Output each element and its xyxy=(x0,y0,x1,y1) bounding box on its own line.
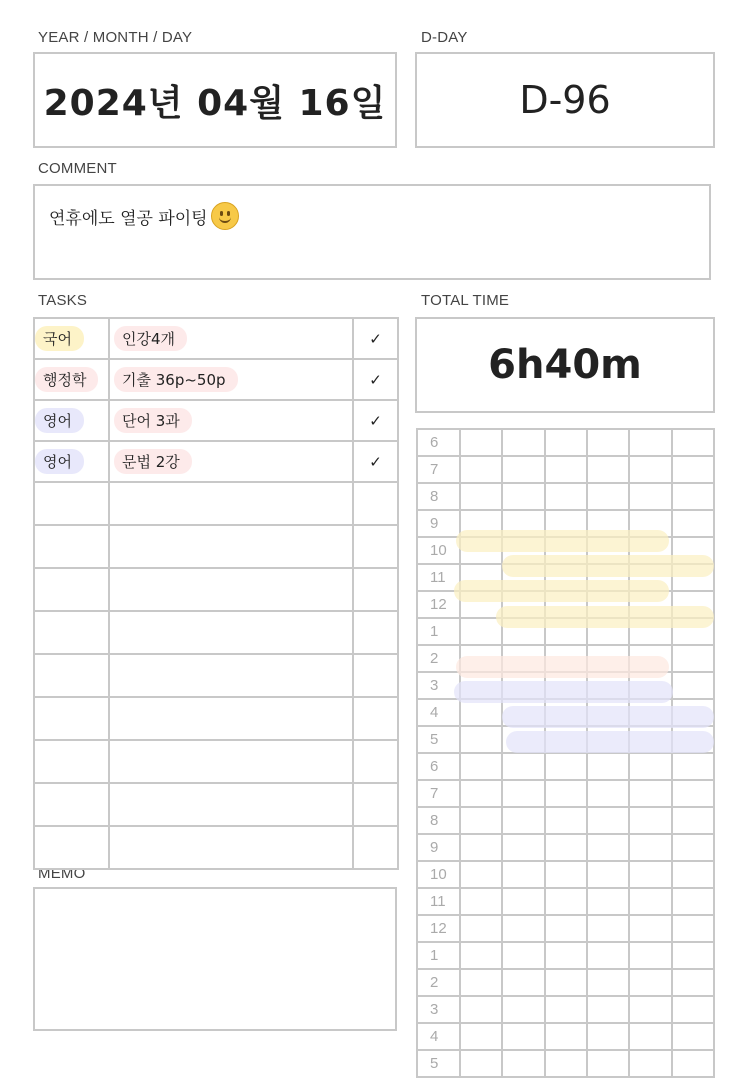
hour-label: 1 xyxy=(417,618,460,645)
hour-label: 9 xyxy=(417,834,460,861)
tasks-label: TASKS xyxy=(38,292,88,309)
memo-field[interactable] xyxy=(33,887,397,1031)
task-description-cell[interactable] xyxy=(109,697,353,740)
task-row[interactable] xyxy=(34,441,398,482)
task-subject-cell[interactable] xyxy=(34,826,109,869)
task-row-empty[interactable] xyxy=(34,482,398,525)
task-subject: 영어 xyxy=(35,408,84,433)
task-description-cell[interactable] xyxy=(109,400,353,441)
hour-label: 12 xyxy=(417,915,460,942)
time-cell[interactable] xyxy=(502,780,544,807)
timetable-row xyxy=(417,861,714,888)
time-cell[interactable] xyxy=(460,1050,502,1077)
time-cell[interactable] xyxy=(672,834,714,861)
time-cell[interactable] xyxy=(545,996,587,1023)
task-done-checkbox[interactable] xyxy=(353,318,398,359)
task-subject-cell[interactable] xyxy=(34,318,109,359)
time-cell[interactable] xyxy=(502,915,544,942)
time-cell[interactable] xyxy=(672,969,714,996)
time-cell[interactable] xyxy=(587,969,629,996)
hour-label: 2 xyxy=(417,645,460,672)
task-subject-cell[interactable] xyxy=(34,697,109,740)
hour-label: 7 xyxy=(417,456,460,483)
hour-label: 5 xyxy=(417,726,460,753)
task-done-checkbox[interactable] xyxy=(353,482,398,525)
check-icon: ✓ xyxy=(369,370,382,389)
task-subject-cell[interactable] xyxy=(34,482,109,525)
total-time-label: TOTAL TIME xyxy=(421,292,510,309)
time-cell[interactable] xyxy=(502,429,544,456)
date-field[interactable] xyxy=(33,52,397,148)
study-timetable xyxy=(416,428,715,1072)
time-cell[interactable] xyxy=(545,1023,587,1050)
time-cell[interactable] xyxy=(629,753,671,780)
time-cell[interactable] xyxy=(460,807,502,834)
hour-label: 1 xyxy=(417,942,460,969)
time-cell[interactable] xyxy=(502,1050,544,1077)
task-description-cell[interactable] xyxy=(109,826,353,869)
time-cell[interactable] xyxy=(629,780,671,807)
time-cell[interactable] xyxy=(629,861,671,888)
task-done-checkbox[interactable] xyxy=(353,697,398,740)
time-cell[interactable] xyxy=(587,429,629,456)
check-icon: ✓ xyxy=(369,411,382,430)
task-row-empty[interactable] xyxy=(34,783,398,826)
time-cell[interactable] xyxy=(460,456,502,483)
time-cell[interactable] xyxy=(460,969,502,996)
study-time-band xyxy=(496,606,714,628)
time-cell[interactable] xyxy=(460,618,502,645)
time-cell[interactable] xyxy=(502,807,544,834)
time-cell[interactable] xyxy=(629,807,671,834)
time-cell[interactable] xyxy=(502,942,544,969)
task-row-empty[interactable] xyxy=(34,654,398,697)
check-icon: ✓ xyxy=(369,452,382,471)
time-cell[interactable] xyxy=(629,834,671,861)
task-done-checkbox[interactable] xyxy=(353,400,398,441)
task-subject-cell[interactable] xyxy=(34,654,109,697)
time-cell[interactable] xyxy=(672,996,714,1023)
time-cell[interactable] xyxy=(587,915,629,942)
hour-label: 8 xyxy=(417,807,460,834)
time-cell[interactable] xyxy=(460,753,502,780)
hour-label: 10 xyxy=(417,537,460,564)
time-cell[interactable] xyxy=(460,1023,502,1050)
hour-label: 11 xyxy=(417,888,460,915)
time-cell[interactable] xyxy=(545,456,587,483)
time-cell[interactable] xyxy=(545,888,587,915)
time-cell[interactable] xyxy=(587,1050,629,1077)
time-cell[interactable] xyxy=(545,915,587,942)
time-cell[interactable] xyxy=(587,834,629,861)
task-done-checkbox[interactable] xyxy=(353,783,398,826)
task-subject: 행정학 xyxy=(35,367,98,392)
time-cell[interactable] xyxy=(672,510,714,537)
time-cell[interactable] xyxy=(460,834,502,861)
task-row[interactable] xyxy=(34,400,398,441)
task-description: 기출 36p~50p xyxy=(114,367,238,392)
task-subject-cell[interactable] xyxy=(34,611,109,654)
time-cell[interactable] xyxy=(545,834,587,861)
task-description: 문법 2강 xyxy=(114,449,192,474)
time-cell[interactable] xyxy=(672,456,714,483)
task-description-cell[interactable] xyxy=(109,482,353,525)
time-cell[interactable] xyxy=(629,915,671,942)
timetable-row xyxy=(417,456,714,483)
task-description-cell[interactable] xyxy=(109,568,353,611)
study-time-band xyxy=(456,656,669,678)
comment-field[interactable] xyxy=(33,184,711,280)
task-done-checkbox[interactable] xyxy=(353,826,398,869)
task-description-cell[interactable] xyxy=(109,611,353,654)
time-cell[interactable] xyxy=(629,1023,671,1050)
check-icon: ✓ xyxy=(369,329,382,348)
time-cell[interactable] xyxy=(629,429,671,456)
time-cell[interactable] xyxy=(545,969,587,996)
task-subject-cell[interactable] xyxy=(34,400,109,441)
time-cell[interactable] xyxy=(460,780,502,807)
task-subject-cell[interactable] xyxy=(34,359,109,400)
task-done-checkbox[interactable] xyxy=(353,740,398,783)
time-cell[interactable] xyxy=(545,753,587,780)
timetable-row xyxy=(417,429,714,456)
study-time-band xyxy=(456,530,669,552)
time-cell[interactable] xyxy=(460,429,502,456)
task-description-cell[interactable] xyxy=(109,654,353,697)
time-cell[interactable] xyxy=(587,942,629,969)
dday-field[interactable] xyxy=(415,52,715,148)
time-cell[interactable] xyxy=(545,780,587,807)
timetable-row xyxy=(417,996,714,1023)
time-cell[interactable] xyxy=(629,456,671,483)
time-cell[interactable] xyxy=(672,645,714,672)
time-cell[interactable] xyxy=(587,483,629,510)
time-cell[interactable] xyxy=(672,1050,714,1077)
task-description: 단어 3과 xyxy=(114,408,192,433)
comment-label: COMMENT xyxy=(38,160,117,177)
time-cell[interactable] xyxy=(460,483,502,510)
hour-label: 7 xyxy=(417,780,460,807)
timetable-row xyxy=(417,753,714,780)
dday-value: D-96 xyxy=(519,78,611,122)
time-cell[interactable] xyxy=(672,915,714,942)
timetable-row xyxy=(417,1023,714,1050)
task-done-checkbox[interactable] xyxy=(353,359,398,400)
task-row-empty[interactable] xyxy=(34,826,398,869)
task-done-checkbox[interactable] xyxy=(353,441,398,482)
time-cell[interactable] xyxy=(672,780,714,807)
timetable-row xyxy=(417,483,714,510)
time-cell[interactable] xyxy=(460,699,502,726)
study-time-band xyxy=(502,555,714,577)
time-cell[interactable] xyxy=(460,861,502,888)
time-cell[interactable] xyxy=(672,483,714,510)
task-row-empty[interactable] xyxy=(34,525,398,568)
task-row-empty[interactable] xyxy=(34,697,398,740)
time-cell[interactable] xyxy=(502,483,544,510)
time-cell[interactable] xyxy=(629,996,671,1023)
time-cell[interactable] xyxy=(502,753,544,780)
task-description-cell[interactable] xyxy=(109,441,353,482)
time-cell[interactable] xyxy=(587,456,629,483)
time-cell[interactable] xyxy=(629,1050,671,1077)
time-cell[interactable] xyxy=(545,861,587,888)
hour-label: 2 xyxy=(417,969,460,996)
date-label: YEAR / MONTH / DAY xyxy=(38,29,193,46)
comment-text-wrap xyxy=(49,202,239,230)
timetable-row xyxy=(417,969,714,996)
hour-label: 4 xyxy=(417,699,460,726)
time-cell[interactable] xyxy=(587,1023,629,1050)
task-description-cell[interactable] xyxy=(109,359,353,400)
time-cell[interactable] xyxy=(629,969,671,996)
time-cell[interactable] xyxy=(672,429,714,456)
time-cell[interactable] xyxy=(629,483,671,510)
comment-text: 연휴에도 열공 파이팅 xyxy=(49,208,208,229)
task-row-empty[interactable] xyxy=(34,611,398,654)
time-cell[interactable] xyxy=(460,996,502,1023)
time-cell[interactable] xyxy=(502,834,544,861)
time-cell[interactable] xyxy=(502,1023,544,1050)
task-description-cell[interactable] xyxy=(109,525,353,568)
hour-label: 3 xyxy=(417,672,460,699)
hour-label: 11 xyxy=(417,564,460,591)
task-row-empty[interactable] xyxy=(34,740,398,783)
hour-label: 8 xyxy=(417,483,460,510)
hour-label: 3 xyxy=(417,996,460,1023)
time-cell[interactable] xyxy=(629,942,671,969)
time-cell[interactable] xyxy=(672,888,714,915)
task-row-empty[interactable] xyxy=(34,568,398,611)
dday-label: D-DAY xyxy=(421,29,468,46)
memo-label: MEMO xyxy=(38,865,86,882)
task-description-cell[interactable] xyxy=(109,783,353,826)
time-cell[interactable] xyxy=(672,753,714,780)
task-done-checkbox[interactable] xyxy=(353,525,398,568)
time-cell[interactable] xyxy=(672,1023,714,1050)
time-cell[interactable] xyxy=(587,888,629,915)
hour-label: 9 xyxy=(417,510,460,537)
time-cell[interactable] xyxy=(502,996,544,1023)
time-cell[interactable] xyxy=(502,861,544,888)
timetable-row xyxy=(417,888,714,915)
task-subject-cell[interactable] xyxy=(34,740,109,783)
task-row[interactable] xyxy=(34,318,398,359)
task-done-checkbox[interactable] xyxy=(353,654,398,697)
time-cell[interactable] xyxy=(460,942,502,969)
time-cell[interactable] xyxy=(587,753,629,780)
time-cell[interactable] xyxy=(587,780,629,807)
tasks-table xyxy=(33,317,397,854)
timetable-row xyxy=(417,834,714,861)
time-cell[interactable] xyxy=(587,996,629,1023)
hour-label: 10 xyxy=(417,861,460,888)
time-cell[interactable] xyxy=(545,429,587,456)
smiley-icon xyxy=(211,202,239,230)
time-cell[interactable] xyxy=(545,483,587,510)
task-description: 인강4개 xyxy=(114,326,187,351)
task-row[interactable] xyxy=(34,359,398,400)
time-cell[interactable] xyxy=(587,861,629,888)
time-cell[interactable] xyxy=(502,969,544,996)
time-cell[interactable] xyxy=(672,861,714,888)
time-cell[interactable] xyxy=(629,888,671,915)
time-cell[interactable] xyxy=(672,672,714,699)
task-description-cell[interactable] xyxy=(109,740,353,783)
hour-label: 6 xyxy=(417,753,460,780)
task-subject-cell[interactable] xyxy=(34,525,109,568)
study-time-band xyxy=(454,681,673,703)
hour-label: 6 xyxy=(417,429,460,456)
hour-label: 12 xyxy=(417,591,460,618)
timetable-row xyxy=(417,915,714,942)
total-time-value: 6h40m xyxy=(488,342,642,388)
time-cell[interactable] xyxy=(587,807,629,834)
task-subject-cell[interactable] xyxy=(34,568,109,611)
total-time-field[interactable] xyxy=(415,317,715,413)
study-time-band xyxy=(506,731,714,753)
timetable-row xyxy=(417,780,714,807)
time-cell[interactable] xyxy=(460,888,502,915)
task-subject-cell[interactable] xyxy=(34,441,109,482)
hour-label: 4 xyxy=(417,1023,460,1050)
time-cell[interactable] xyxy=(502,456,544,483)
study-time-band xyxy=(454,580,669,602)
task-done-checkbox[interactable] xyxy=(353,611,398,654)
task-description-cell[interactable] xyxy=(109,318,353,359)
time-cell[interactable] xyxy=(672,942,714,969)
time-cell[interactable] xyxy=(502,888,544,915)
date-value: 2024년 04월 16일 xyxy=(43,82,387,124)
time-cell[interactable] xyxy=(545,807,587,834)
task-done-checkbox[interactable] xyxy=(353,568,398,611)
timetable-row xyxy=(417,942,714,969)
study-time-band xyxy=(502,706,714,728)
task-subject-cell[interactable] xyxy=(34,783,109,826)
hour-label: 5 xyxy=(417,1050,460,1077)
timetable-row xyxy=(417,1050,714,1077)
time-cell[interactable] xyxy=(672,807,714,834)
time-cell[interactable] xyxy=(545,1050,587,1077)
timetable-row xyxy=(417,807,714,834)
task-subject: 영어 xyxy=(35,449,84,474)
time-cell[interactable] xyxy=(545,942,587,969)
time-cell[interactable] xyxy=(460,726,502,753)
time-cell[interactable] xyxy=(460,915,502,942)
task-subject: 국어 xyxy=(35,326,84,351)
